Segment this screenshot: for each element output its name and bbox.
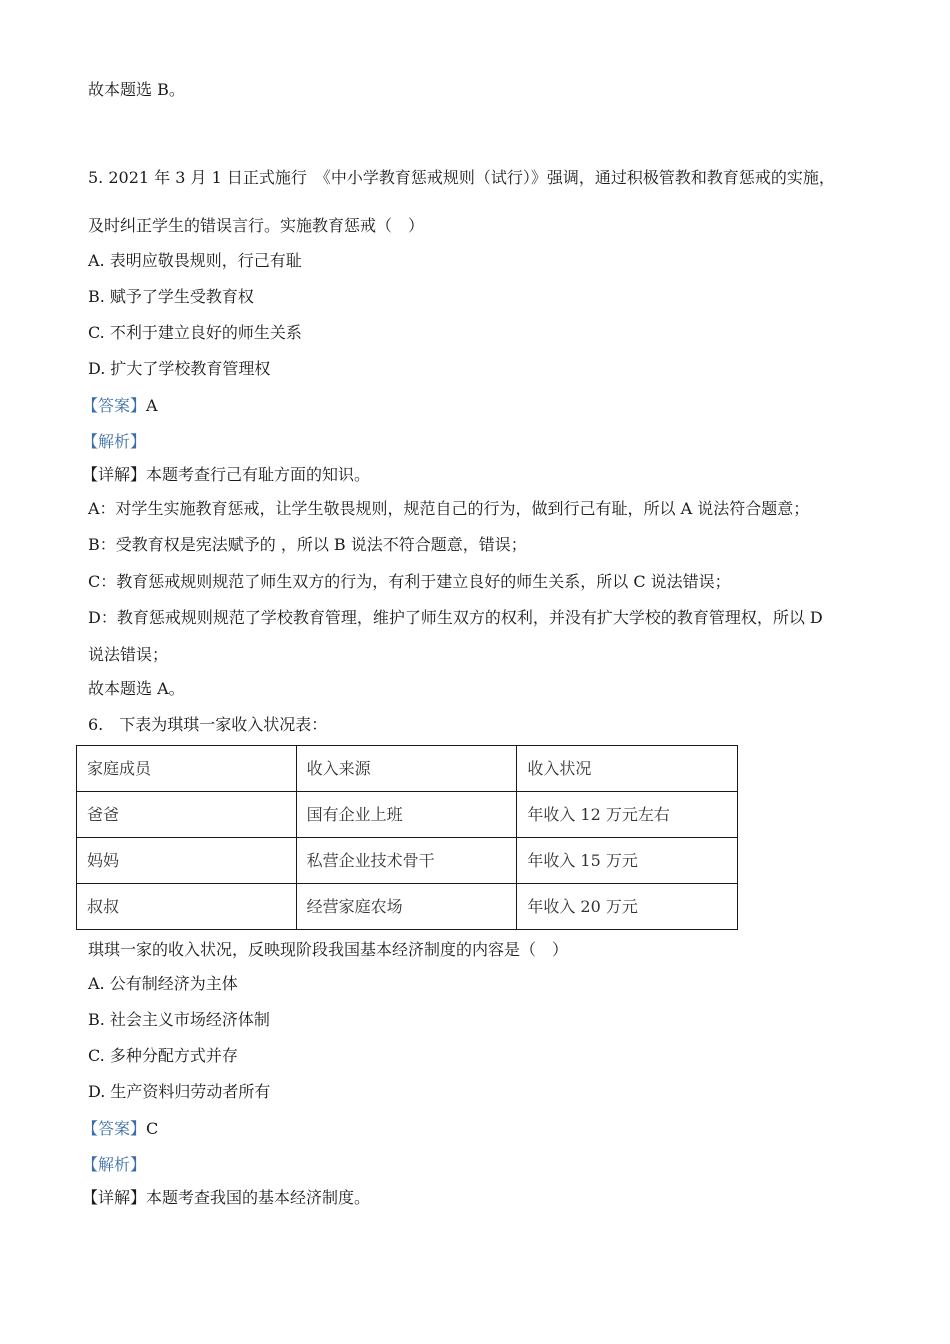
table-cell: 年收入 12 万元左右 [517, 792, 738, 838]
q6-option-a: A. 公有制经济为主体 [88, 974, 238, 993]
q5-stem-line1: 5. 2021 年 3 月 1 日正式施行 《中小学教育惩戒规则（试行）》强调，通过积极管教和教育惩戒的实施， [88, 168, 835, 187]
table-header-cell: 家庭成员 [77, 746, 297, 792]
table-cell: 年收入 20 万元 [517, 884, 738, 930]
table-header-cell: 收入来源 [296, 746, 517, 792]
q6-option-c: C. 多种分配方式并存 [88, 1046, 238, 1065]
q5-explain-b: B：受教育权是宪法赋予的 ，所以 B 说法不符合题意，错误； [88, 535, 527, 554]
q5-option-a: A. 表明应敬畏规则，行己有耻 [88, 251, 302, 270]
table-cell: 妈妈 [77, 838, 297, 884]
table-header-row [77, 746, 738, 792]
q6-intro: 6. 下表为琪琪一家收入状况表： [88, 715, 328, 734]
q6-detail: 【详解】本题考查我国的基本经济制度。 [82, 1188, 371, 1207]
table-cell: 年收入 15 万元 [517, 838, 738, 884]
q5-option-c: C. 不利于建立良好的师生关系 [88, 323, 302, 342]
q5-explain-d1: D：教育惩戒规则规范了学校教育管理，维护了师生双方的权利，并没有扩大学校的教育管理权，所以 D [88, 608, 823, 627]
q5-answer-value: A [146, 396, 158, 415]
q5-detail: 【详解】本题考查行己有耻方面的知识。 [82, 465, 371, 484]
table-cell: 私营企业技术骨干 [296, 838, 517, 884]
table-cell: 经营家庭农场 [296, 884, 517, 930]
q6-answer-tag: 【答案】 [82, 1119, 147, 1138]
q5-explain-d2: 说法错误； [88, 645, 169, 664]
q6-question: 琪琪一家的收入状况，反映现阶段我国基本经济制度的内容是（ ） [88, 940, 569, 959]
table-row [77, 792, 738, 838]
q6-analysis-tag: 【解析】 [82, 1155, 147, 1174]
q6-option-b: B. 社会主义市场经济体制 [88, 1010, 270, 1029]
prev-conclusion: 故本题选 B。 [88, 80, 185, 99]
q6-answer [82, 1119, 158, 1139]
q5-answer-tag: 【答案】 [82, 396, 147, 415]
q6-answer-value: C [146, 1119, 159, 1138]
q5-answer [82, 396, 158, 416]
q5-option-d: D. 扩大了学校教育管理权 [88, 359, 271, 378]
q5-explain-a: A：对学生实施教育惩戒，让学生敬畏规则，规范自己的行为，做到行己有耻，所以 A 说法符合题意； [88, 499, 810, 518]
q6-option-d: D. 生产资料归劳动者所有 [88, 1082, 271, 1101]
table-row [77, 838, 738, 884]
q5-explain-c: C：教育惩戒规则规范了师生双方的行为，有利于建立良好的师生关系，所以 C 说法错误； [88, 572, 731, 591]
table-cell: 爸爸 [77, 792, 297, 838]
q5-stem-line2: 及时纠正学生的错误言行。实施教育惩戒（ ） [88, 216, 425, 235]
table-row [77, 884, 738, 930]
q5-analysis-tag: 【解析】 [82, 432, 147, 451]
income-table [76, 745, 738, 930]
table-cell: 国有企业上班 [296, 792, 517, 838]
table-header-cell: 收入状况 [517, 746, 738, 792]
q5-option-b: B. 赋予了学生受教育权 [88, 287, 254, 306]
table-cell: 叔叔 [77, 884, 297, 930]
q5-conclusion: 故本题选 A。 [88, 679, 185, 698]
